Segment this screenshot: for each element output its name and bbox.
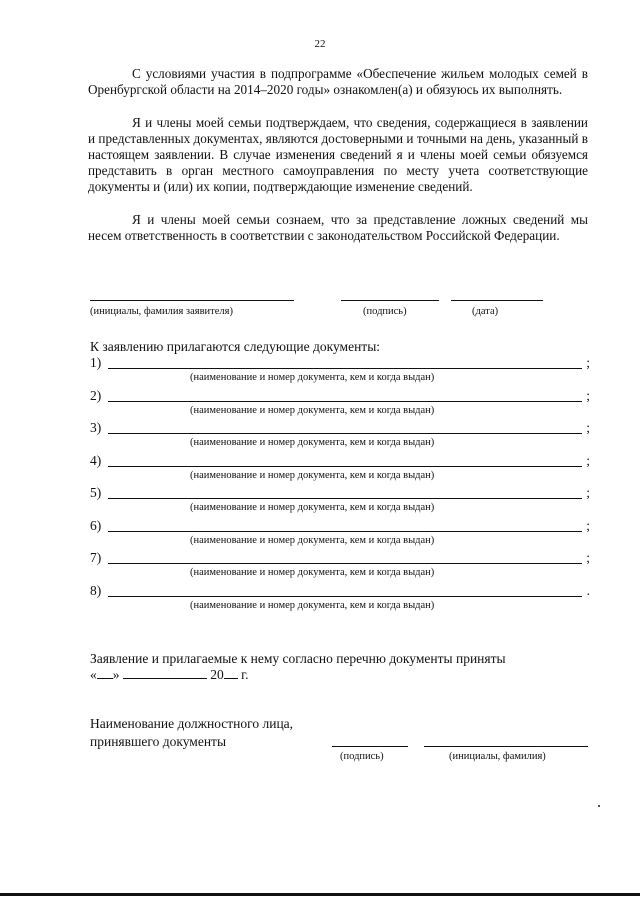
document-line-end: ; [586,420,590,435]
document-line-end: ; [586,517,590,533]
document-row [90,420,590,450]
year-suffix: г. [241,667,249,682]
documents-intro: К заявлению прилагаются следующие документы: [90,339,381,354]
document-number: 1) [90,355,102,370]
document-hint-caption: (наименование и номер документа, кем и когда выдан) [190,469,435,481]
document-number: 2) [90,387,102,403]
applicant-date-line[interactable] [451,300,543,301]
document-row [90,485,590,515]
document-row [90,583,590,613]
document-number: 8) [90,582,102,598]
scan-speck [598,805,600,807]
document-number: 7) [90,550,102,565]
document-row [90,518,590,548]
document-hint-caption: (наименование и номер документа, кем и когда выдан) [190,567,435,578]
document-hint-caption: (наименование и номер документа, кем и когда выдан) [190,437,435,448]
page-number: 22 [314,38,326,50]
document-hint-caption: (наименование и номер документа, кем и когда выдан) [190,502,435,513]
applicant-name-line[interactable] [90,300,294,301]
day-blank[interactable] [97,666,113,679]
document-entry-line[interactable] [108,563,582,564]
document-number: 6) [90,517,102,533]
official-signature-line[interactable] [332,746,408,747]
document-line-end: ; [586,550,590,565]
document-row [90,550,590,580]
document-entry-line[interactable] [108,401,582,402]
bottom-border [0,893,640,896]
document-line-end: ; [586,355,590,370]
official-name-caption: (инициалы, фамилия) [449,751,546,762]
month-blank[interactable] [123,666,207,679]
document-entry-line[interactable] [108,596,582,597]
acceptance-date [90,666,249,683]
document-entry-line[interactable] [108,368,582,369]
acceptance-text: Заявление и прилагаемые к нему согласно перечню документы приняты [90,651,506,666]
applicant-signature-line[interactable] [341,300,439,301]
document-line-end: ; [586,387,590,403]
year-prefix: 20 [210,667,224,682]
document-entry-line[interactable] [108,498,582,499]
document-line-end: . [586,582,590,598]
document-row [90,453,590,483]
applicant-signature-caption: (подпись) [363,306,407,317]
official-name-line[interactable] [424,746,588,747]
official-signature-caption: (подпись) [340,751,384,762]
document-hint-caption: (наименование и номер документа, кем и когда выдан) [190,599,435,611]
terms-paragraph: С условиями участия в подпрограмме «Обеспечение жильем молодых семей в Оренбургской области на 2014–2020 годы» ознакомлен(а) и обязуюсь их выполнять. [88,66,588,97]
date-close-quote: » [112,667,120,682]
document-number: 4) [90,452,102,468]
document-line-end: ; [586,485,590,500]
applicant-name-caption: (инициалы, фамилия заявителя) [90,306,233,317]
year-blank[interactable] [224,666,238,679]
document-entry-line[interactable] [108,531,582,532]
confirmation-paragraph: Я и члены моей семьи подтверждаем, что сведения, содержащиеся в заявлении и представленных документах, являются достоверными и точными на день, указанный в настоящем заявлении. В случае изменения сведений я и члены моей семьи обязуемся представить в орган местного самоуправления по месту учета соответствующие документы и (или) их копии, подтверждающие изменение сведений. [88,115,588,194]
document-entry-line[interactable] [108,466,582,467]
document-number: 3) [90,420,102,435]
date-open-quote: « [90,667,97,682]
document-row [90,355,590,385]
document-hint-caption: (наименование и номер документа, кем и когда выдан) [190,372,435,383]
official-title-line1: Наименование должностного лица, [90,716,294,731]
document-number: 5) [90,485,102,500]
applicant-date-caption: (дата) [472,306,499,317]
document-entry-line[interactable] [108,433,582,434]
document-line-end: ; [586,452,590,468]
document-row [90,388,590,418]
official-title-line2: принявшего документы [90,734,227,749]
document-hint-caption: (наименование и номер документа, кем и когда выдан) [190,404,435,416]
document-hint-caption: (наименование и номер документа, кем и когда выдан) [190,534,435,546]
liability-paragraph: Я и члены моей семьи сознаем, что за представление ложных сведений мы несем ответственность в соответствии с законодательством Российской Федерации. [88,212,588,243]
